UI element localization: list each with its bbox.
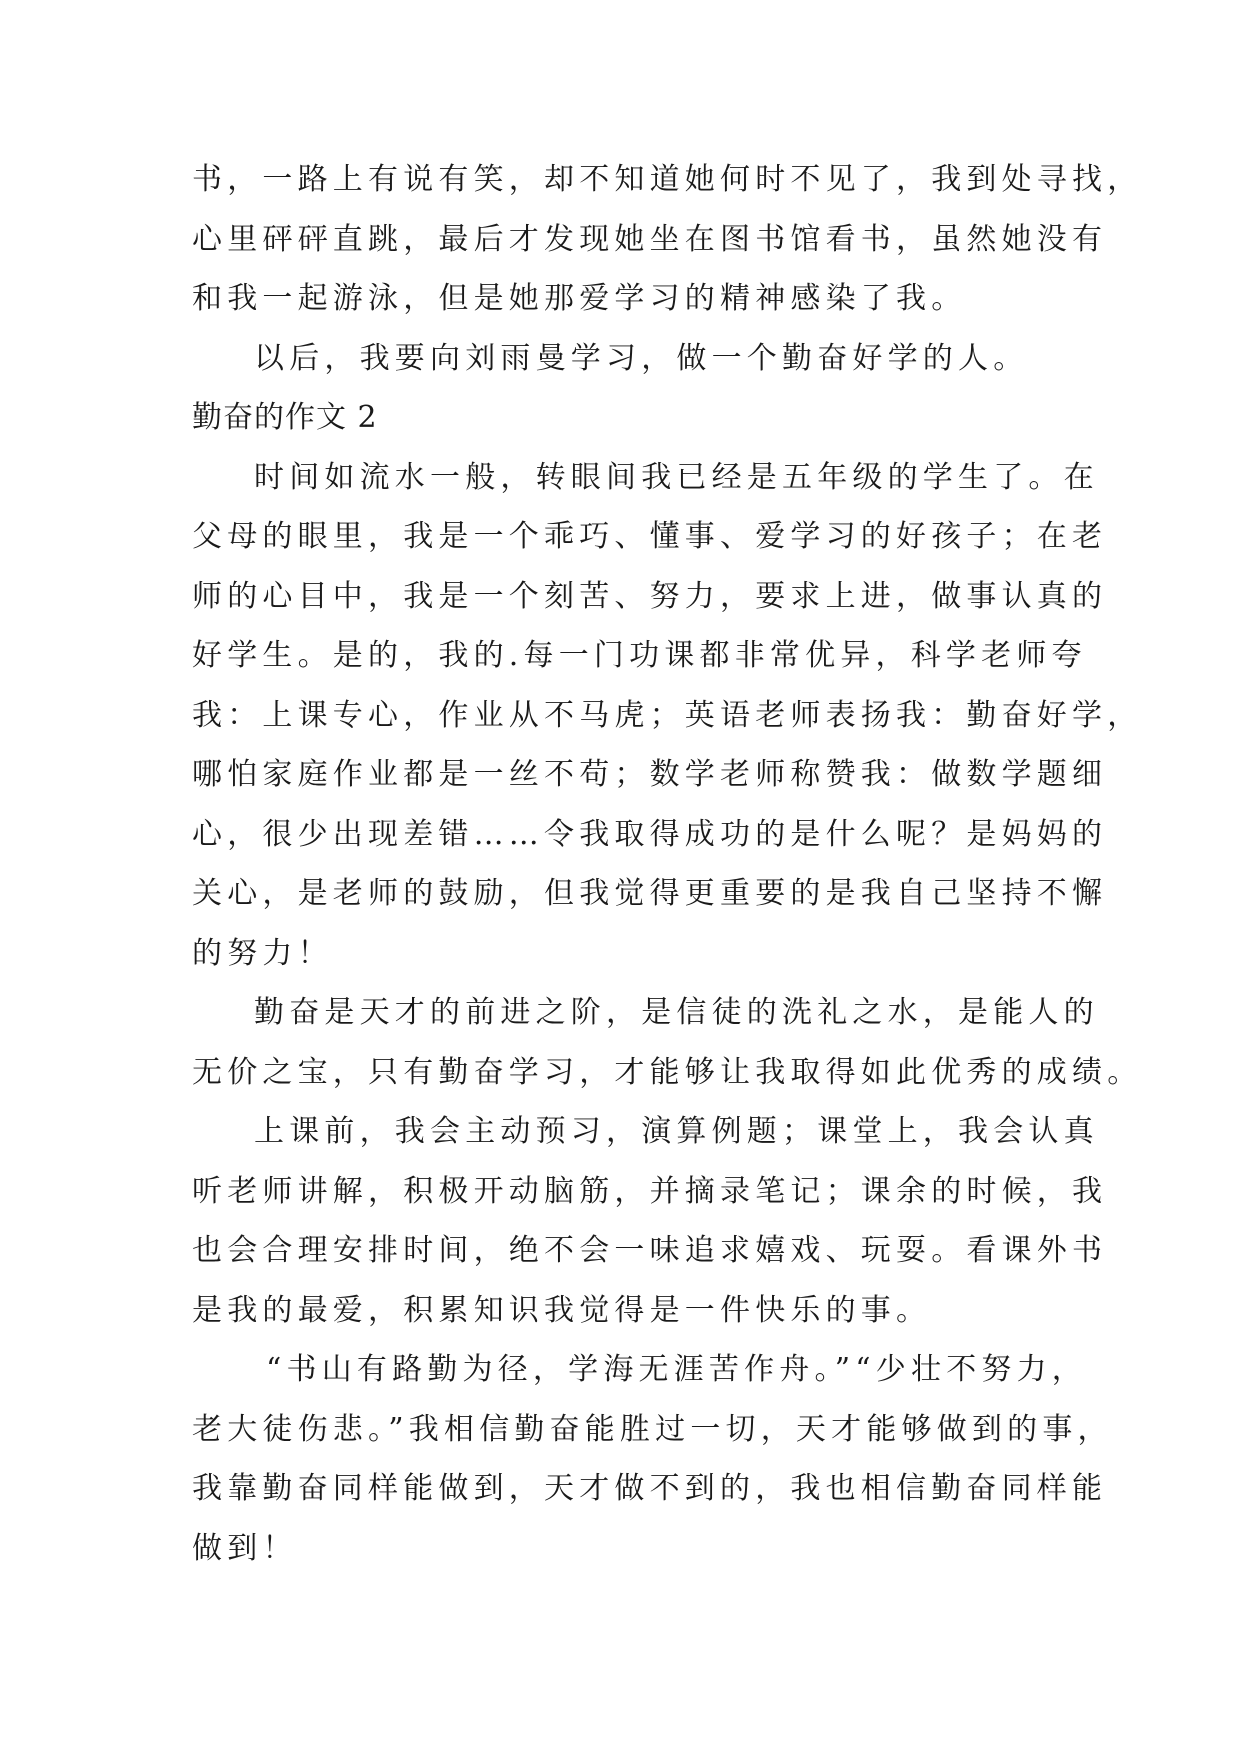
paragraph-line: 师的心目中，我是一个刻苦、努力，要求上进，做事认真的 <box>192 578 1108 614</box>
paragraph-line: 做到！ <box>192 1530 298 1566</box>
paragraph-line: 的努力！ <box>192 935 333 971</box>
paragraph-line: 关心，是老师的鼓励，但我觉得更重要的是我自己坚持不懈 <box>192 876 1108 911</box>
paragraph-line: 听老师讲解，积极开动脑筋，并摘录笔记；课余的时候，我 <box>192 1173 1108 1209</box>
paragraph-line: 我靠勤奋同样能做到，天才做不到的，我也相信勤奋同样能 <box>192 1471 1108 1506</box>
paragraph-line: 父母的眼里，我是一个乖巧、懂事、爱学习的好孩子；在老 <box>192 519 1108 554</box>
paragraph-line: 我：上课专心，作业从不马虎；英语老师表扬我：勤奋好学， <box>192 697 1143 733</box>
section-heading: 勤奋的作文 2 <box>192 400 378 435</box>
paragraph-line: 书，一路上有说有笑，却不知道她何时不见了，我到处寻找， <box>192 162 1143 197</box>
paragraph-line: 好学生。是的，我的.每一门功课都非常优异，科学老师夸 <box>192 638 1087 673</box>
paragraph-line: 无价之宝，只有勤奋学习，才能够让我取得如此优秀的成绩。 <box>192 1054 1143 1090</box>
paragraph-line: 心，很少出现差错……令我取得成功的是什么呢？是妈妈的 <box>192 816 1108 852</box>
paragraph-line: “书山有路勤为径，学海无涯苦作舟。”“少壮不努力， <box>266 1352 1088 1387</box>
paragraph-line: 是我的最爱，积累知识我觉得是一件快乐的事。 <box>192 1292 932 1328</box>
paragraph-line: 哪怕家庭作业都是一丝不苟；数学老师称赞我：做数学题细 <box>192 757 1108 792</box>
paragraph-line: 也会合理安排时间，绝不会一味追求嬉戏、玩耍。看课外书 <box>192 1233 1108 1268</box>
paragraph-line: 以后，我要向刘雨曼学习，做一个勤奋好学的人。 <box>254 340 1029 376</box>
paragraph-line: 心里砰砰直跳，最后才发现她坐在图书馆看书，虽然她没有 <box>192 221 1108 257</box>
paragraph-line: 上课前，我会主动预习，演算例题；课堂上，我会认真 <box>254 1114 1099 1149</box>
document-page <box>192 150 1143 1578</box>
paragraph-line: 老大徒伤悲。”我相信勤奋能胜过一切，天才能够做到的事， <box>192 1411 1113 1447</box>
paragraph-line: 时间如流水一般，转眼间我已经是五年级的学生了。在 <box>254 459 1099 495</box>
paragraph-line: 和我一起游泳，但是她那爱学习的精神感染了我。 <box>192 281 967 316</box>
paragraph-line: 勤奋是天才的前进之阶，是信徒的洗礼之水，是能人的 <box>254 995 1099 1030</box>
